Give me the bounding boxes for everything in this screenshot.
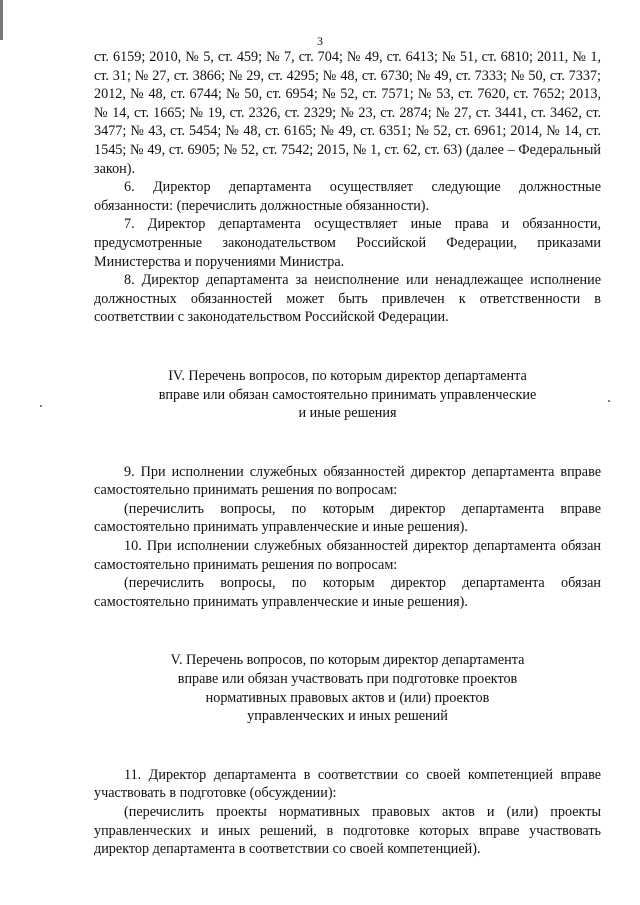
section-v-line-3: нормативных правовых актов и (или) проектов	[205, 689, 490, 706]
paragraph-10: 10. При исполнении служебных обязанностей директор департамента обязан самостоятельно принимать решения по вопросам:	[94, 538, 601, 573]
section-v-heading	[94, 651, 601, 725]
document-body	[94, 48, 601, 859]
section-v-line-4: управленческих и иных решений	[247, 708, 448, 725]
citation-continuation: ст. 6159; 2010, № 5, ст. 459; № 7, ст. 704; № 49, ст. 6413; № 51, ст. 6810; 2011, № 1, ст. 31; № 27, ст. 3866; № 29, ст. 4295; № 48, ст. 6730; № 49, ст. 7333; № 50, ст. 7337; 2012, № 48, ст. 6744; № 50, ст. 6954; № 52, ст. 7571; № 53, ст. 7620, ст. 7652; 2013, № 14, ст. 1665; № 19, ст. 2326, ст. 2329; № 23, ст. 2874; № 27, ст. 3441, ст. 3462, ст. 3477; № 43, ст. 5454; № 48, ст. 6165; № 49, ст. 6351; № 52, ст. 6961; 2014, № 14, ст. 1545; № 49, ст. 6905; № 52, ст. 7542; 2015, № 1, ст. 62, ст. 63) (далее – Федеральный закон).	[94, 49, 601, 177]
paragraph-9: 9. При исполнении служебных обязанностей директор департамента вправе самостоятельно принимать решения по вопросам:	[94, 463, 601, 499]
section-iv-line-1: IV. Перечень вопросов, по которым директор департамента	[168, 367, 527, 384]
section-v-line-2: вправе или обязан участвовать при подготовке проектов	[177, 671, 518, 688]
scan-speck	[40, 405, 42, 407]
paragraph-8: 8. Директор департамента за неисполнение или ненадлежащее исполнение должностных обязанностей может быть привлечен к ответственности в соответствии с законодательством Российской Федерации.	[94, 272, 601, 326]
scan-speck	[608, 400, 610, 402]
paragraph-10-sub: (перечислить вопросы, по которым директор департамента обязан самостоятельно принимать управленческие и иные решения).	[94, 575, 601, 610]
section-iv-line-3: и иные решения	[298, 405, 397, 422]
paragraph-11-sub: (перечислить проекты нормативных правовых актов и (или) проекты управленческих и иных решений, в подготовке которых вправе участвовать директор департамента в соответствии со своей компетенцией).	[94, 804, 601, 858]
section-iv-heading	[94, 367, 601, 423]
page-number: 3	[317, 34, 323, 48]
paragraph-11: 11. Директор департамента в соответствии со своей компетенцией вправе участвовать в подготовке (обсуждении):	[94, 766, 601, 802]
section-v-line-1: V. Перечень вопросов, по которым директор департамента	[170, 652, 525, 669]
section-iv-line-2: вправе или обязан самостоятельно принимать управленческие	[158, 386, 537, 403]
paragraph-6: 6. Директор департамента осуществляет следующие должностные обязанности: (перечислить должностные обязанности).	[94, 179, 601, 214]
paragraph-9-sub: (перечислить вопросы, по которым директор департамента вправе самостоятельно принимать управленческие и иные решения).	[94, 500, 601, 536]
paragraph-7: 7. Директор департамента осуществляет иные права и обязанности, предусмотренные законодательством Российской Федерации, приказами Министерства и поручениями Министра.	[94, 216, 601, 270]
